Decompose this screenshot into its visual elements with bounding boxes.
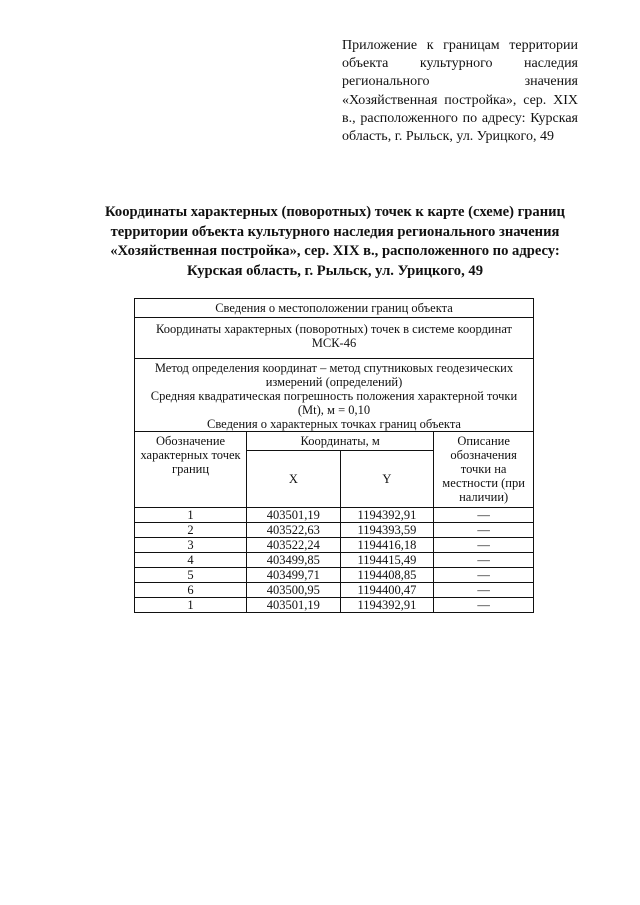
table-row: [135, 598, 534, 613]
point-cell: 1: [135, 598, 247, 613]
y-cell: 1194416,18: [340, 538, 434, 553]
point-cell: 4: [135, 553, 247, 568]
x-cell: 403499,85: [247, 553, 341, 568]
desc-cell: —: [434, 538, 534, 553]
table-row: [135, 583, 534, 598]
y-cell: 1194415,49: [340, 553, 434, 568]
x-cell: 403522,63: [247, 523, 341, 538]
table-row: [135, 523, 534, 538]
document-title: Координаты характерных (поворотных) точек к карте (схеме) границ территории объекта культурного наследия регионального значения «Хозяйственная постройка», сер. XIX в., расположенного по адресу: Курская область, г. Рыльск, ул. Урицкого, 49: [105, 204, 565, 279]
col-description-header: Описание обозначения точки на местности (при наличии): [434, 432, 534, 508]
table-row: [135, 553, 534, 568]
x-cell: 403499,71: [247, 568, 341, 583]
table-row: [135, 538, 534, 553]
point-cell: 3: [135, 538, 247, 553]
annex-note: Приложение к границам территории объекта культурного наследия регионального значения «Хозяйственная постройка», сер. XIX в., расположенного по адресу: Курская область, г. Рыльск, ул. Урицкого, 49: [342, 38, 578, 145]
point-cell: 6: [135, 583, 247, 598]
x-cell: 403501,19: [247, 508, 341, 523]
desc-cell: —: [434, 523, 534, 538]
points-header: Сведения о характерных точках границ объекта: [207, 417, 461, 431]
error-text: Средняя квадратическая погрешность положения характерной точки (Mt), м = 0,10: [150, 389, 518, 417]
point-cell: 2: [135, 523, 247, 538]
desc-cell: —: [434, 568, 534, 583]
coordinates-table: [134, 298, 534, 613]
x-cell: 403500,95: [247, 583, 341, 598]
method-cell: [135, 359, 534, 432]
col-y-header: Y: [340, 451, 434, 508]
desc-cell: —: [434, 508, 534, 523]
coord-system-cell: Координаты характерных (поворотных) точек в системе координат МСК-46: [135, 318, 534, 359]
y-cell: 1194408,85: [340, 568, 434, 583]
y-cell: 1194400,47: [340, 583, 434, 598]
table-row: [135, 568, 534, 583]
desc-cell: —: [434, 598, 534, 613]
col-x-header: X: [247, 451, 341, 508]
desc-cell: —: [434, 583, 534, 598]
y-cell: 1194392,91: [340, 508, 434, 523]
y-cell: 1194392,91: [340, 598, 434, 613]
table-row: [135, 508, 534, 523]
desc-cell: —: [434, 553, 534, 568]
x-cell: 403501,19: [247, 598, 341, 613]
section-header: Сведения о местоположении границ объекта: [135, 299, 534, 318]
point-cell: 1: [135, 508, 247, 523]
x-cell: 403522,24: [247, 538, 341, 553]
method-text: Метод определения координат – метод спутниковых геодезических измерений (определений): [154, 361, 514, 389]
col-designation-header: Обозначение характерных точек границ: [135, 432, 247, 508]
col-coords-header: Координаты, м: [247, 432, 434, 451]
point-cell: 5: [135, 568, 247, 583]
y-cell: 1194393,59: [340, 523, 434, 538]
